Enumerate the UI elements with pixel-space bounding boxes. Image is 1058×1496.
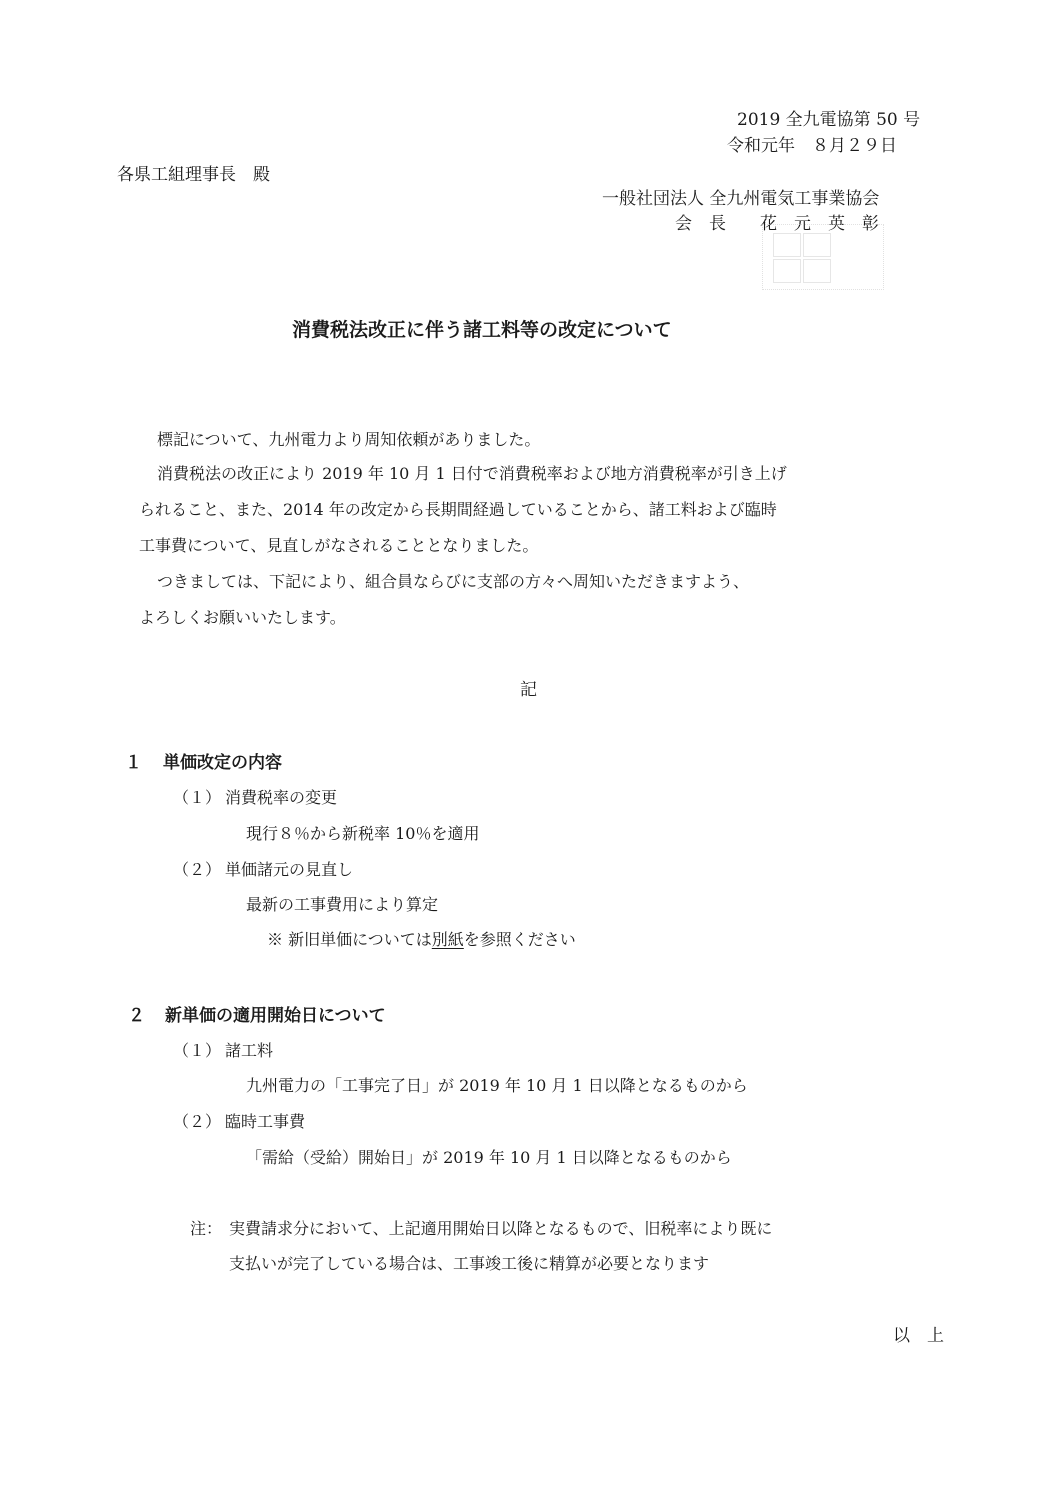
section-2-item-1-title: 諸工料: [225, 1041, 274, 1060]
section-2-heading: 新単価の適用開始日について: [165, 1006, 386, 1026]
paragraph-2-line-1: 消費税法の改正により 2019 年 10 月 1 日付で消費税率および地方消費税率が引き上げ: [157, 464, 787, 483]
section-1-heading: 単価改定の内容: [163, 753, 282, 773]
section-1-item-1-label: （１）: [173, 788, 222, 807]
section-1-number: １: [125, 753, 142, 773]
section-1-note-prefix: ※ 新旧単価については: [267, 930, 432, 949]
note-line-1: 実費請求分において、上記適用開始日以降となるもので、旧税率により既に: [229, 1219, 773, 1238]
document-number: 2019 全九電協第 50 号: [737, 110, 921, 130]
closing-mark: 以 上: [893, 1326, 944, 1346]
paragraph-3-line-2: よろしくお願いいたします。: [139, 608, 346, 627]
section-2-item-2-label: （２）: [173, 1112, 222, 1131]
section-1-item-2-label: （２）: [173, 860, 222, 879]
section-2-item-2-title: 臨時工事費: [225, 1112, 306, 1131]
section-2-item-1-text: 九州電力の「工事完了日」が 2019 年 10 月 1 日以降となるものから: [246, 1076, 748, 1095]
paragraph-3-line-1: つきましては、下記により、組合員ならびに支部の方々へ周知いただきますよう、: [157, 572, 750, 591]
ki-heading: 記: [520, 680, 537, 700]
addressee: 各県工組理事長 殿: [117, 165, 270, 185]
sender-name: 会 長 花 元 英 彰: [675, 214, 879, 234]
document-date: 令和元年 ８月２９日: [727, 136, 897, 156]
sender-organization: 一般社団法人 全九州電気工事業協会: [602, 189, 880, 209]
section-1-item-1-title: 消費税率の変更: [225, 788, 338, 807]
paragraph-1: 標記について、九州電力より周知依頼がありました。: [157, 430, 541, 449]
attachment-link[interactable]: 別紙: [431, 930, 464, 949]
section-2-number: ２: [128, 1006, 145, 1026]
section-1-item-2-title: 単価諸元の見直し: [225, 860, 354, 879]
page-title: 消費税法改正に伴う諸工料等の改定について: [292, 319, 672, 341]
note-line-2: 支払いが完了している場合は、工事竣工後に精算が必要となります: [229, 1254, 710, 1273]
paragraph-2-line-2: られること、また、2014 年の改定から長期間経過していることから、諸工料および臨時: [139, 500, 777, 519]
paragraph-2-line-3: 工事費について、見直しがなされることとなりました。: [139, 536, 539, 555]
section-1-item-1-text: 現行８％から新税率 10％を適用: [246, 824, 480, 843]
note-label: 注：: [190, 1219, 223, 1238]
section-2-item-1-label: （１）: [173, 1041, 222, 1060]
seal-stamp: [762, 224, 884, 290]
section-1-item-2-text: 最新の工事費用により算定: [246, 895, 439, 914]
section-1-note-suffix: を参照ください: [463, 930, 576, 949]
section-1-note: [267, 929, 576, 951]
section-2-item-2-text: 「需給（受給）開始日」が 2019 年 10 月 1 日以降となるものから: [246, 1148, 732, 1167]
